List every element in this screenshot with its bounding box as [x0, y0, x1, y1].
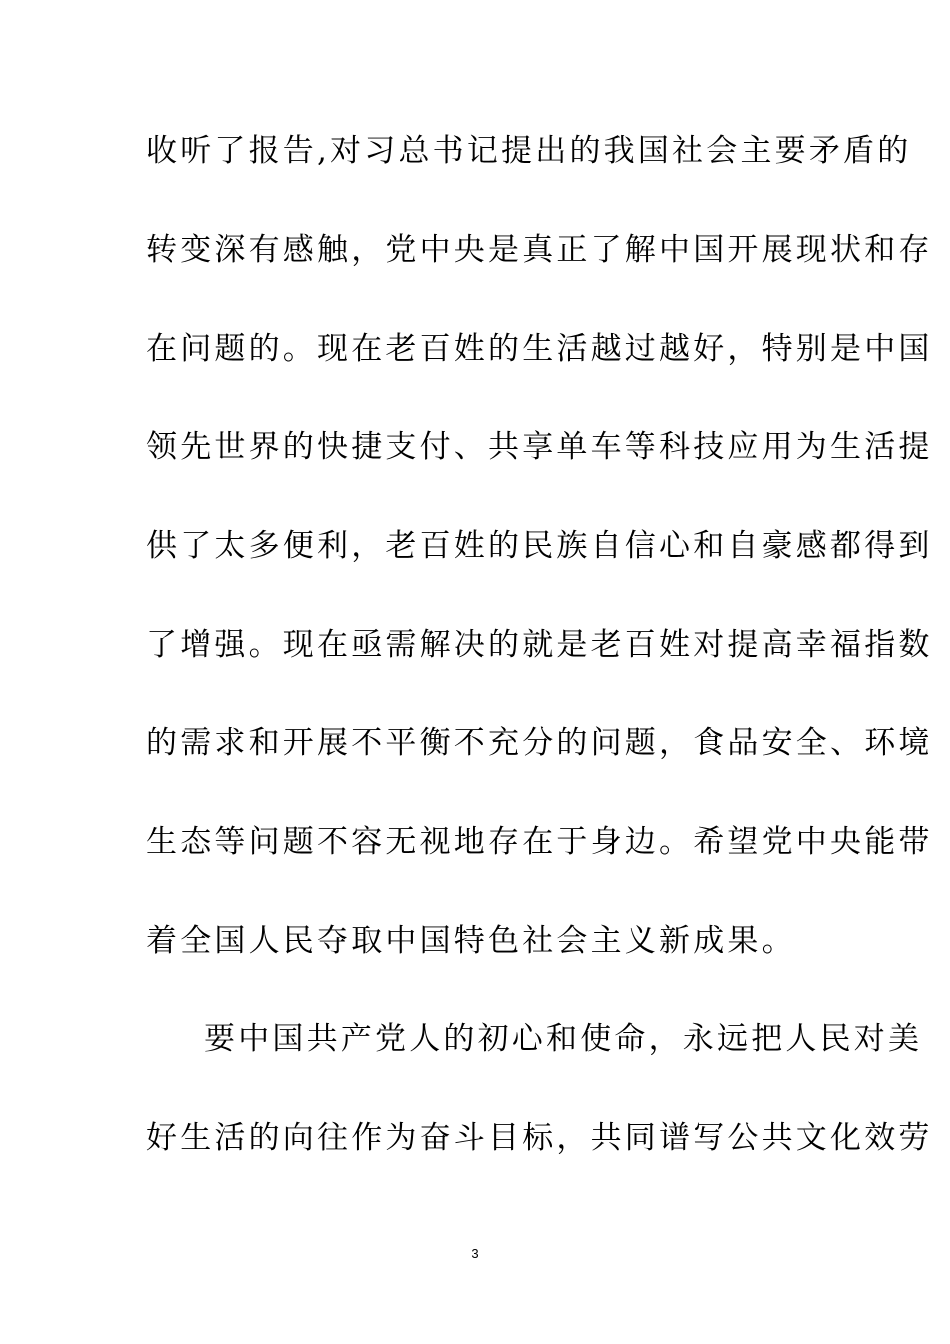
text-line: 了增强。现在亟需解决的就是老百姓对提高幸福指数: [146, 627, 933, 663]
page-number: 3: [471, 1246, 479, 1261]
text-line: 着全国人民夺取中国特色社会主义新成果。: [146, 923, 796, 959]
text-line: 的需求和开展不平衡不充分的问题，食品安全、环境: [146, 725, 933, 761]
text-line: 生态等问题不容无视地存在于身边。希望党中央能带: [146, 824, 933, 860]
text-line: 收听了报告,对习总书记提出的我国社会主要矛盾的: [146, 133, 912, 169]
text-line: 转变深有感触，党中央是真正了解中国开展现状和存: [146, 232, 933, 268]
text-line: 领先世界的快捷支付、共享单车等科技应用为生活提: [146, 429, 933, 465]
paragraph-start-line: 要中国共产党人的初心和使命，永远把人民对美: [204, 1021, 923, 1057]
text-line: 好生活的向往作为奋斗目标，共同谱写公共文化效劳: [146, 1120, 933, 1156]
text-line: 在问题的。现在老百姓的生活越过越好，特别是中国: [146, 331, 933, 367]
text-line: 供了太多便利，老百姓的民族自信心和自豪感都得到: [146, 528, 933, 564]
